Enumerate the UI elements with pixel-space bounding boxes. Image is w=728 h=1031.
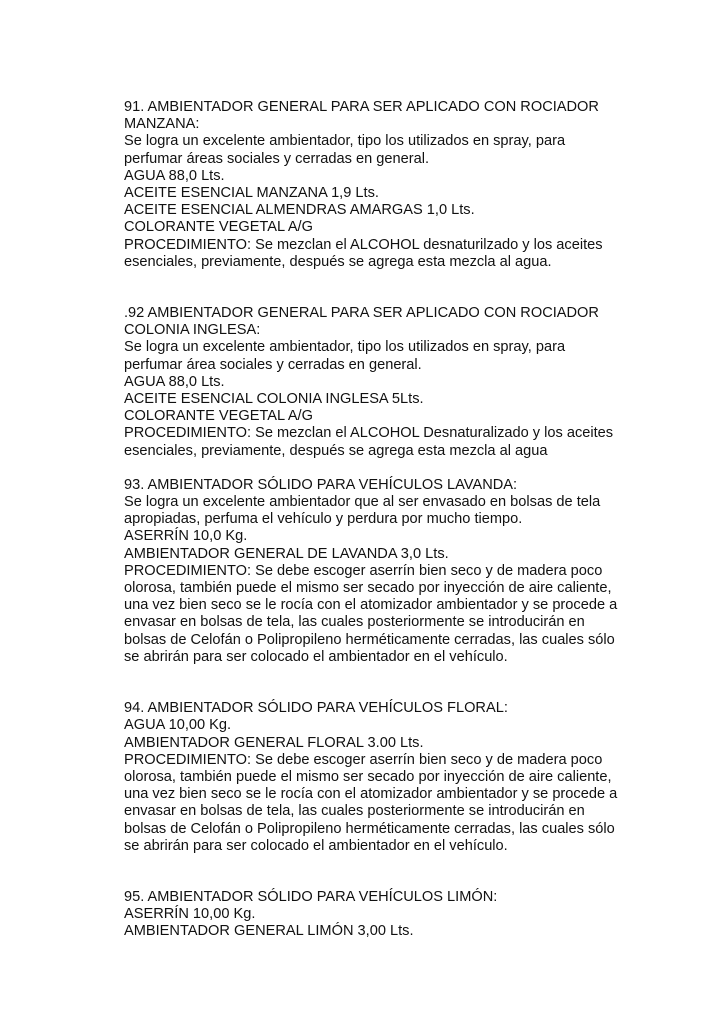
procedure-line: olorosa, también puede el mismo ser secado por inyección de aire caliente, [124,580,612,597]
recipe-93 [124,477,724,666]
text-line: perfumar áreas sociales y cerradas en general. [124,150,430,167]
procedure-line: bolsas de Celofán o Polipropileno herméticamente cerradas, las cuales sólo [124,631,615,648]
procedure-line: PROCEDIMIENTO: Se mezclan el ALCOHOL Desnaturalizado y los aceites [124,425,614,442]
procedure-line: una vez bien seco se le rocía con el atomizador ambientador y se procede a [124,786,618,803]
recipe-91-subtitle: MANZANA: [124,116,200,133]
recipe-94 [124,700,724,855]
recipe-95 [124,889,724,941]
recipe-93-title: 93. AMBIENTADOR SÓLIDO PARA VEHÍCULOS LAVANDA: [124,476,518,493]
ingredient-line: COLORANTE VEGETAL A/G [124,408,313,425]
recipe-91-title: 91. AMBIENTADOR GENERAL PARA SER APLICADO CON ROCIADOR [124,99,599,115]
ingredient-line: AMBIENTADOR GENERAL FLORAL 3.00 Lts. [124,734,424,751]
recipe-91 [124,99,724,271]
procedure-line: una vez bien seco se le rocía con el atomizador ambientador y se procede a [124,597,618,614]
document-body [124,99,724,941]
procedure-line: envasar en bolsas de tela, las cuales posteriormente se introducirán en [124,803,585,820]
ingredient-line: AGUA 88,0 Lts. [124,167,225,184]
section-spacer [124,460,724,477]
ingredient-line: ACEITE ESENCIAL COLONIA INGLESA 5Lts. [124,391,424,408]
recipe-92-title: .92 AMBIENTADOR GENERAL PARA SER APLICADO CON ROCIADOR [124,305,599,322]
text-line: perfumar área sociales y cerradas en general. [124,356,422,373]
ingredient-line: COLORANTE VEGETAL A/G [124,219,313,236]
procedure-line: esenciales, previamente, después se agrega esta mezcla al agua. [124,253,552,270]
ingredient-line: AMBIENTADOR GENERAL DE LAVANDA 3,0 Lts. [124,545,449,562]
ingredient-line: ACEITE ESENCIAL MANZANA 1,9 Lts. [124,185,379,202]
procedure-line: olorosa, también puede el mismo ser secado por inyección de aire caliente, [124,768,612,785]
ingredient-line: ASERRÍN 10,00 Kg. [124,906,256,923]
procedure-line: se abrirán para ser colocado el ambientador en el vehículo. [124,648,508,665]
procedure-line: envasar en bolsas de tela, las cuales posteriormente se introducirán en [124,614,585,631]
section-spacer [124,666,724,700]
text-line: Se logra un excelente ambientador, tipo los utilizados en spray, para [124,339,566,356]
procedure-line: esenciales, previamente, después se agrega esta mezcla al agua [124,442,548,459]
ingredient-line: AMBIENTADOR GENERAL LIMÓN 3,00 Lts. [124,923,414,940]
recipe-94-title: 94. AMBIENTADOR SÓLIDO PARA VEHÍCULOS FLORAL: [124,700,508,717]
recipe-92-subtitle: COLONIA INGLESA: [124,322,261,339]
procedure-line: PROCEDIMIENTO: Se debe escoger aserrín bien seco y de madera poco [124,751,603,768]
recipe-92 [124,305,724,460]
procedure-line: se abrirán para ser colocado el ambientador en el vehículo. [124,837,508,854]
ingredient-line: ASERRÍN 10,0 Kg. [124,528,248,545]
section-spacer [124,855,724,889]
procedure-line: PROCEDIMIENTO: Se mezclan el ALCOHOL desnaturilzado y los aceites [124,236,603,253]
procedure-line: PROCEDIMIENTO: Se debe escoger aserrín bien seco y de madera poco [124,562,603,579]
text-line: Se logra un excelente ambientador que al ser envasado en bolsas de tela [124,494,601,511]
ingredient-line: AGUA 10,00 Kg. [124,717,232,734]
text-line: Se logra un excelente ambientador, tipo los utilizados en spray, para [124,133,566,150]
procedure-line: bolsas de Celofán o Polipropileno herméticamente cerradas, las cuales sólo [124,820,615,837]
section-spacer [124,271,724,305]
recipe-95-title: 95. AMBIENTADOR SÓLIDO PARA VEHÍCULOS LIMÓN: [124,888,498,905]
text-line: apropiadas, perfuma el vehículo y perdura por mucho tiempo. [124,511,523,528]
ingredient-line: ACEITE ESENCIAL ALMENDRAS AMARGAS 1,0 Lts. [124,202,475,219]
ingredient-line: AGUA 88,0 Lts. [124,373,225,390]
